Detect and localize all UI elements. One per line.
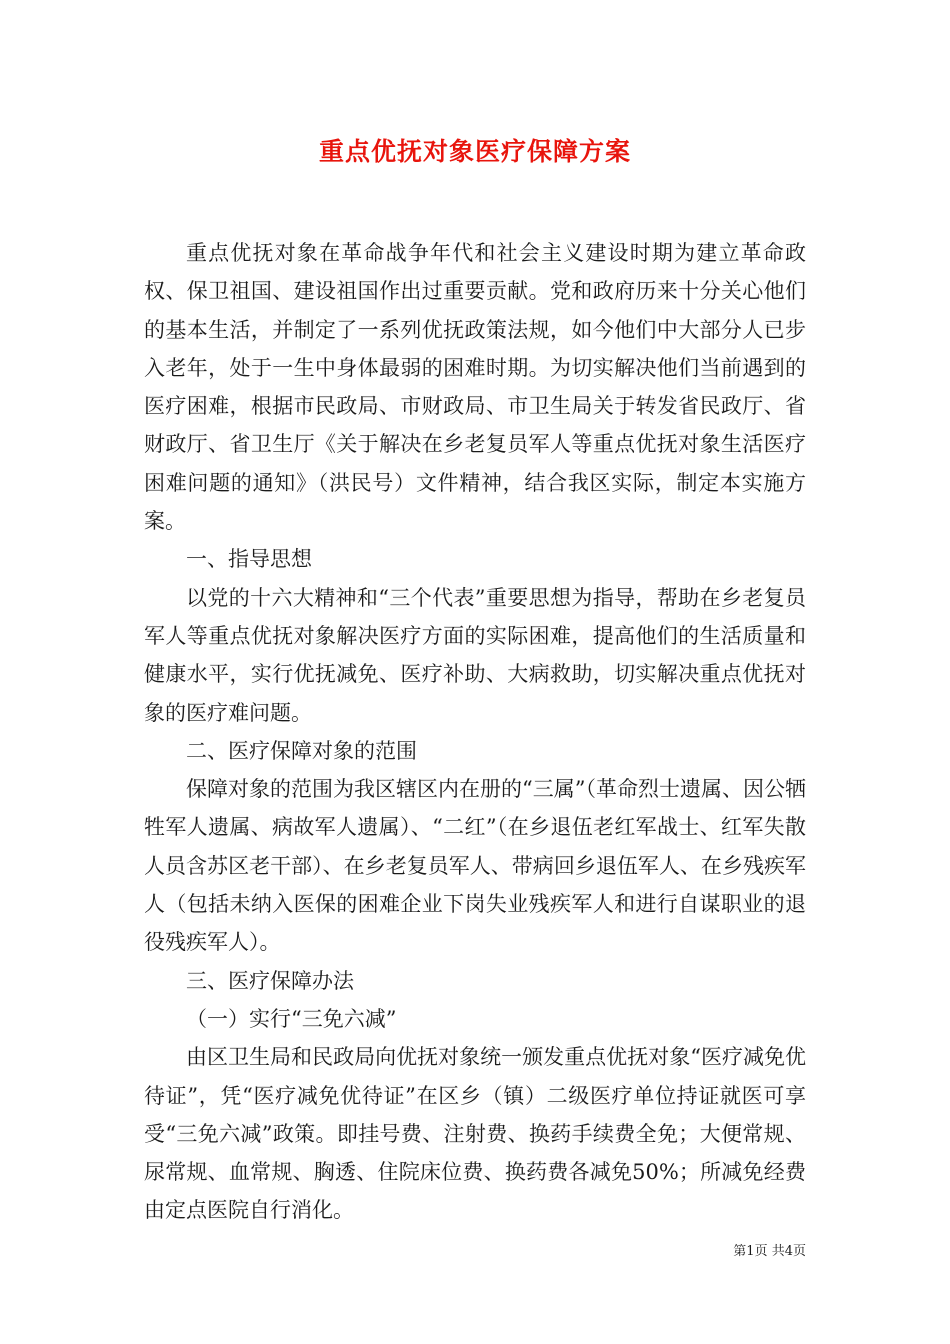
page-prefix: 第	[733, 1244, 747, 1259]
page-suffix: 页	[792, 1244, 806, 1259]
section-heading-coverage-scope: 二、医疗保障对象的范围	[186, 738, 417, 763]
document-body	[144, 234, 806, 1230]
three-exemptions-paragraph: 由区卫生局和民政局向优抚对象统一颁发重点优抚对象“医疗减免优待证”，凭“医疗减免优待证”在区乡（镇）二级医疗单位持证就医可享受“三免六减”政策。即挂号费、注射费、换药手续费全免；大便常规、尿常规、血常规、胸透、住院床位费、换药费各减免50%；所减免经费由定点医院自行消化。	[144, 1045, 806, 1223]
intro-paragraph: 重点优抚对象在革命战争年代和社会主义建设时期为建立革命政权、保卫祖国、建设祖国作出过重要贡献。党和政府历来十分关心他们的基本生活，并制定了一系列优抚政策法规，如今他们中大部分人已步入老年，处于一生中身体最弱的困难时期。为切实解决他们当前遇到的医疗困难，根据市民政局、市财政局、市卫生局关于转发省民政厅、省财政厅、省卫生厅《关于解决在乡老复员军人等重点优抚对象生活医疗困难问题的通知》（洪民号）文件精神，结合我区实际，制定本实施方案。	[144, 241, 806, 534]
document-title: 重点优抚对象医疗保障方案	[318, 137, 631, 166]
coverage-scope-paragraph: 保障对象的范围为我区辖区内在册的“三属”（革命烈士遗属、因公牺牲军人遗属、病故军人遗属）、“二红”（在乡退伍老红军战士、红军失散人员含苏区老干部）、在乡老复员军人、带病回乡退伍军人、在乡残疾军人（包括未纳入医保的困难企业下岗失业残疾军人和进行自谋职业的退役残疾军人）。	[144, 777, 806, 955]
page-footer	[700, 1240, 806, 1259]
guiding-ideology-paragraph: 以党的十六大精神和“三个代表”重要思想为指导，帮助在乡老复员军人等重点优抚对象解决医疗方面的实际困难，提高他们的生活质量和健康水平，实行优抚减免、医疗补助、大病救助，切实解决重点优抚对象的医疗难问题。	[144, 585, 806, 725]
section-heading-guarantee-measures: 三、医疗保障办法	[186, 968, 354, 993]
page-total: 4	[784, 1244, 793, 1259]
page-number: 1	[746, 1244, 755, 1259]
section-heading-guiding-ideology: 一、指导思想	[186, 547, 312, 572]
subsection-heading-three-exemptions: （一）实行“三免六减”	[186, 1006, 397, 1031]
page-mid: 页 共	[754, 1244, 785, 1259]
